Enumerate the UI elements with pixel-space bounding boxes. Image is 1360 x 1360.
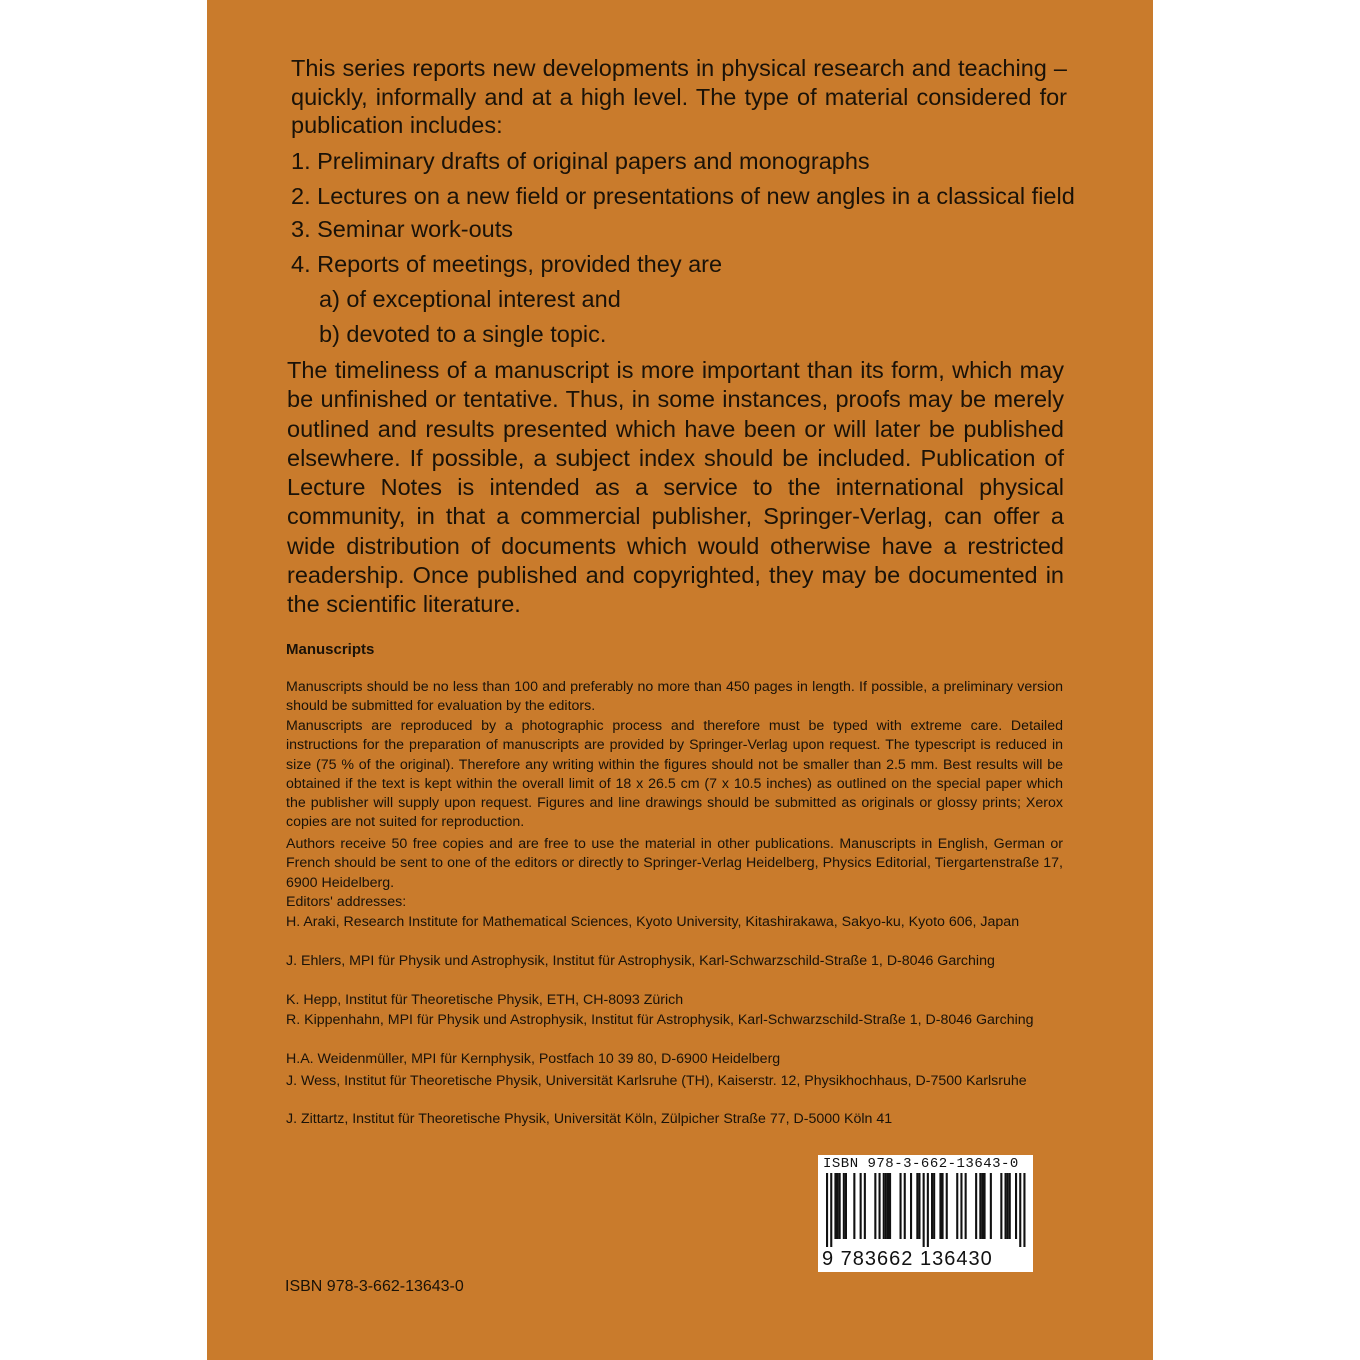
barcode-bar	[918, 1173, 920, 1239]
intro-paragraph: This series reports new developments in physical research and teaching – quickly, informally and at a high level. The type of material considered for publication includes:	[291, 55, 1067, 138]
barcode-bar	[990, 1173, 992, 1239]
barcode-bar	[933, 1173, 935, 1239]
barcode-bar	[923, 1173, 925, 1247]
list-item: 4. Reports of meetings, provided they are	[291, 251, 723, 277]
list-item: 1. Preliminary drafts of original papers and monographs	[291, 148, 870, 174]
barcode-bar	[853, 1173, 855, 1239]
barcode-bar	[1000, 1173, 1002, 1239]
barcode-bar	[834, 1173, 836, 1239]
barcode-bar	[931, 1173, 933, 1239]
barcode-bar	[904, 1173, 906, 1239]
barcode-bar	[830, 1173, 832, 1247]
barcode-bar	[1023, 1173, 1025, 1247]
barcode-bar	[879, 1173, 881, 1239]
barcode-bar	[979, 1173, 981, 1239]
barcode-bar	[845, 1173, 847, 1239]
barcode-bar	[960, 1173, 962, 1239]
barcode-bar	[885, 1173, 887, 1239]
barcode-isbn-label: ISBN 978-3-662-13643-0	[823, 1156, 1019, 1172]
book-back-cover	[207, 0, 1153, 1360]
barcode-digits: 9 783662 136430	[822, 1248, 993, 1270]
barcode-bar	[981, 1173, 983, 1239]
barcode-bar	[889, 1173, 891, 1239]
barcode-bar	[860, 1173, 862, 1239]
editor-address: J. Wess, Institut für Theoretische Physik, Universität Karlsruhe (TH), Kaiserstr. 12, Physikhochhaus, D-7500 Karlsruhe	[286, 1073, 1027, 1089]
barcode-bar	[965, 1173, 967, 1239]
barcode-bar	[887, 1173, 889, 1239]
barcode-bar	[900, 1173, 902, 1239]
barcode-bar	[984, 1173, 986, 1239]
barcode-bar	[946, 1173, 948, 1239]
barcode-bar	[910, 1173, 912, 1239]
manuscripts-paragraph: Manuscripts should be no less than 100 and preferably no more than 450 pages in length. If possible, a preliminary version should be submitted for evaluation by the editors.	[286, 679, 1063, 715]
isbn-label: ISBN 978-3-662-13643-0	[285, 1278, 464, 1295]
manuscripts-paragraph: Manuscripts are reproduced by a photographic process and therefore must be typed with extreme care. Detailed instructions for the preparation of manuscripts are provided by Springer-Verlag upon request. The typescript is reduced in size (75 % of the original). Therefore any writing within the figures should not be smaller than 2.5 mm. Best results will be obtained if the text is kept within the overall limit of 18 x 26.5 cm (7 x 10.5 inches) as outlined on the special paper which the publisher will supply upon request. Figures and line drawings should be submitted as originals or glossy prints; Xerox copies are not suited for reproduction.	[286, 718, 1063, 831]
editor-address: H.A. Weidenmüller, MPI für Kernphysik, Postfach 10 39 80, D-6900 Heidelberg	[286, 1051, 781, 1067]
manuscripts-heading: Manuscripts	[286, 641, 375, 658]
barcode-bar	[837, 1173, 839, 1239]
barcode-bar	[1009, 1173, 1011, 1239]
barcode-bar	[864, 1173, 866, 1239]
body-paragraph: The timeliness of a manuscript is more important than its form, which may be unfinished or tentative. Thus, in some instances, proofs may be merely outlined and results presented which have been or will later be published elsewhere. If possible, a subject index should be included. Publication of Lecture Notes is intended as a service to the international physical community, in that a commercial publisher, Springer-Verlag, can offer a wide distribution of documents which would otherwise have a restricted readership. Once published and copyrighted, they may be documented in the scientific literature.	[287, 357, 1064, 618]
editor-address: J. Zittartz, Institut für Theoretische Physik, Universität Köln, Zülpicher Straße 77, D-5000 Köln 41	[286, 1111, 893, 1127]
editor-address: R. Kippenhahn, MPI für Physik und Astrophysik, Institut für Astrophysik, Karl-Schwarzschild-Straße 1, D-8046 Garching	[286, 1012, 1034, 1028]
list-item: 3. Seminar work-outs	[291, 216, 514, 242]
barcode-bar	[874, 1173, 876, 1239]
barcode-bar	[839, 1173, 841, 1239]
manuscripts-paragraph: Authors receive 50 free copies and are free to use the material in other publications. Manuscripts in English, German or French should be sent to one of the editors or directly to Springer-Verlag Heidelberg, Physics Editorial, Tiergartenstraße 17, 6900 Heidelberg.	[286, 836, 1063, 891]
editor-address: K. Hepp, Institut für Theoretische Physik, ETH, CH-8093 Zürich	[286, 992, 684, 1008]
barcode-bar	[975, 1173, 977, 1239]
barcode	[818, 1155, 1033, 1272]
barcode-bar	[826, 1173, 828, 1247]
barcode-bar	[942, 1173, 944, 1239]
barcode-bars	[826, 1173, 1026, 1247]
editors-label: Editors' addresses:	[286, 894, 407, 910]
barcode-bar	[1019, 1173, 1021, 1247]
barcode-bar	[939, 1173, 941, 1239]
editor-address: H. Araki, Research Institute for Mathematical Sciences, Kyoto University, Kitashirakawa, Sakyo-ku, Kyoto 606, Japan	[286, 914, 1020, 930]
barcode-bar	[883, 1173, 885, 1239]
barcode-bar	[1007, 1173, 1009, 1239]
barcode-bar	[916, 1173, 918, 1239]
list-item: a) of exceptional interest and	[319, 286, 621, 312]
barcode-bar	[927, 1173, 929, 1247]
barcode-bar	[1005, 1173, 1007, 1239]
editor-address: J. Ehlers, MPI für Physik und Astrophysik, Institut für Astrophysik, Karl-Schwarzschild-Straße 1, D-8046 Garching	[286, 953, 995, 969]
barcode-bar	[843, 1173, 845, 1239]
list-item: b) devoted to a single topic.	[319, 321, 607, 347]
barcode-bar	[1015, 1173, 1017, 1239]
barcode-bar	[956, 1173, 958, 1239]
list-item: 2. Lectures on a new field or presentations of new angles in a classical field	[291, 183, 1075, 209]
